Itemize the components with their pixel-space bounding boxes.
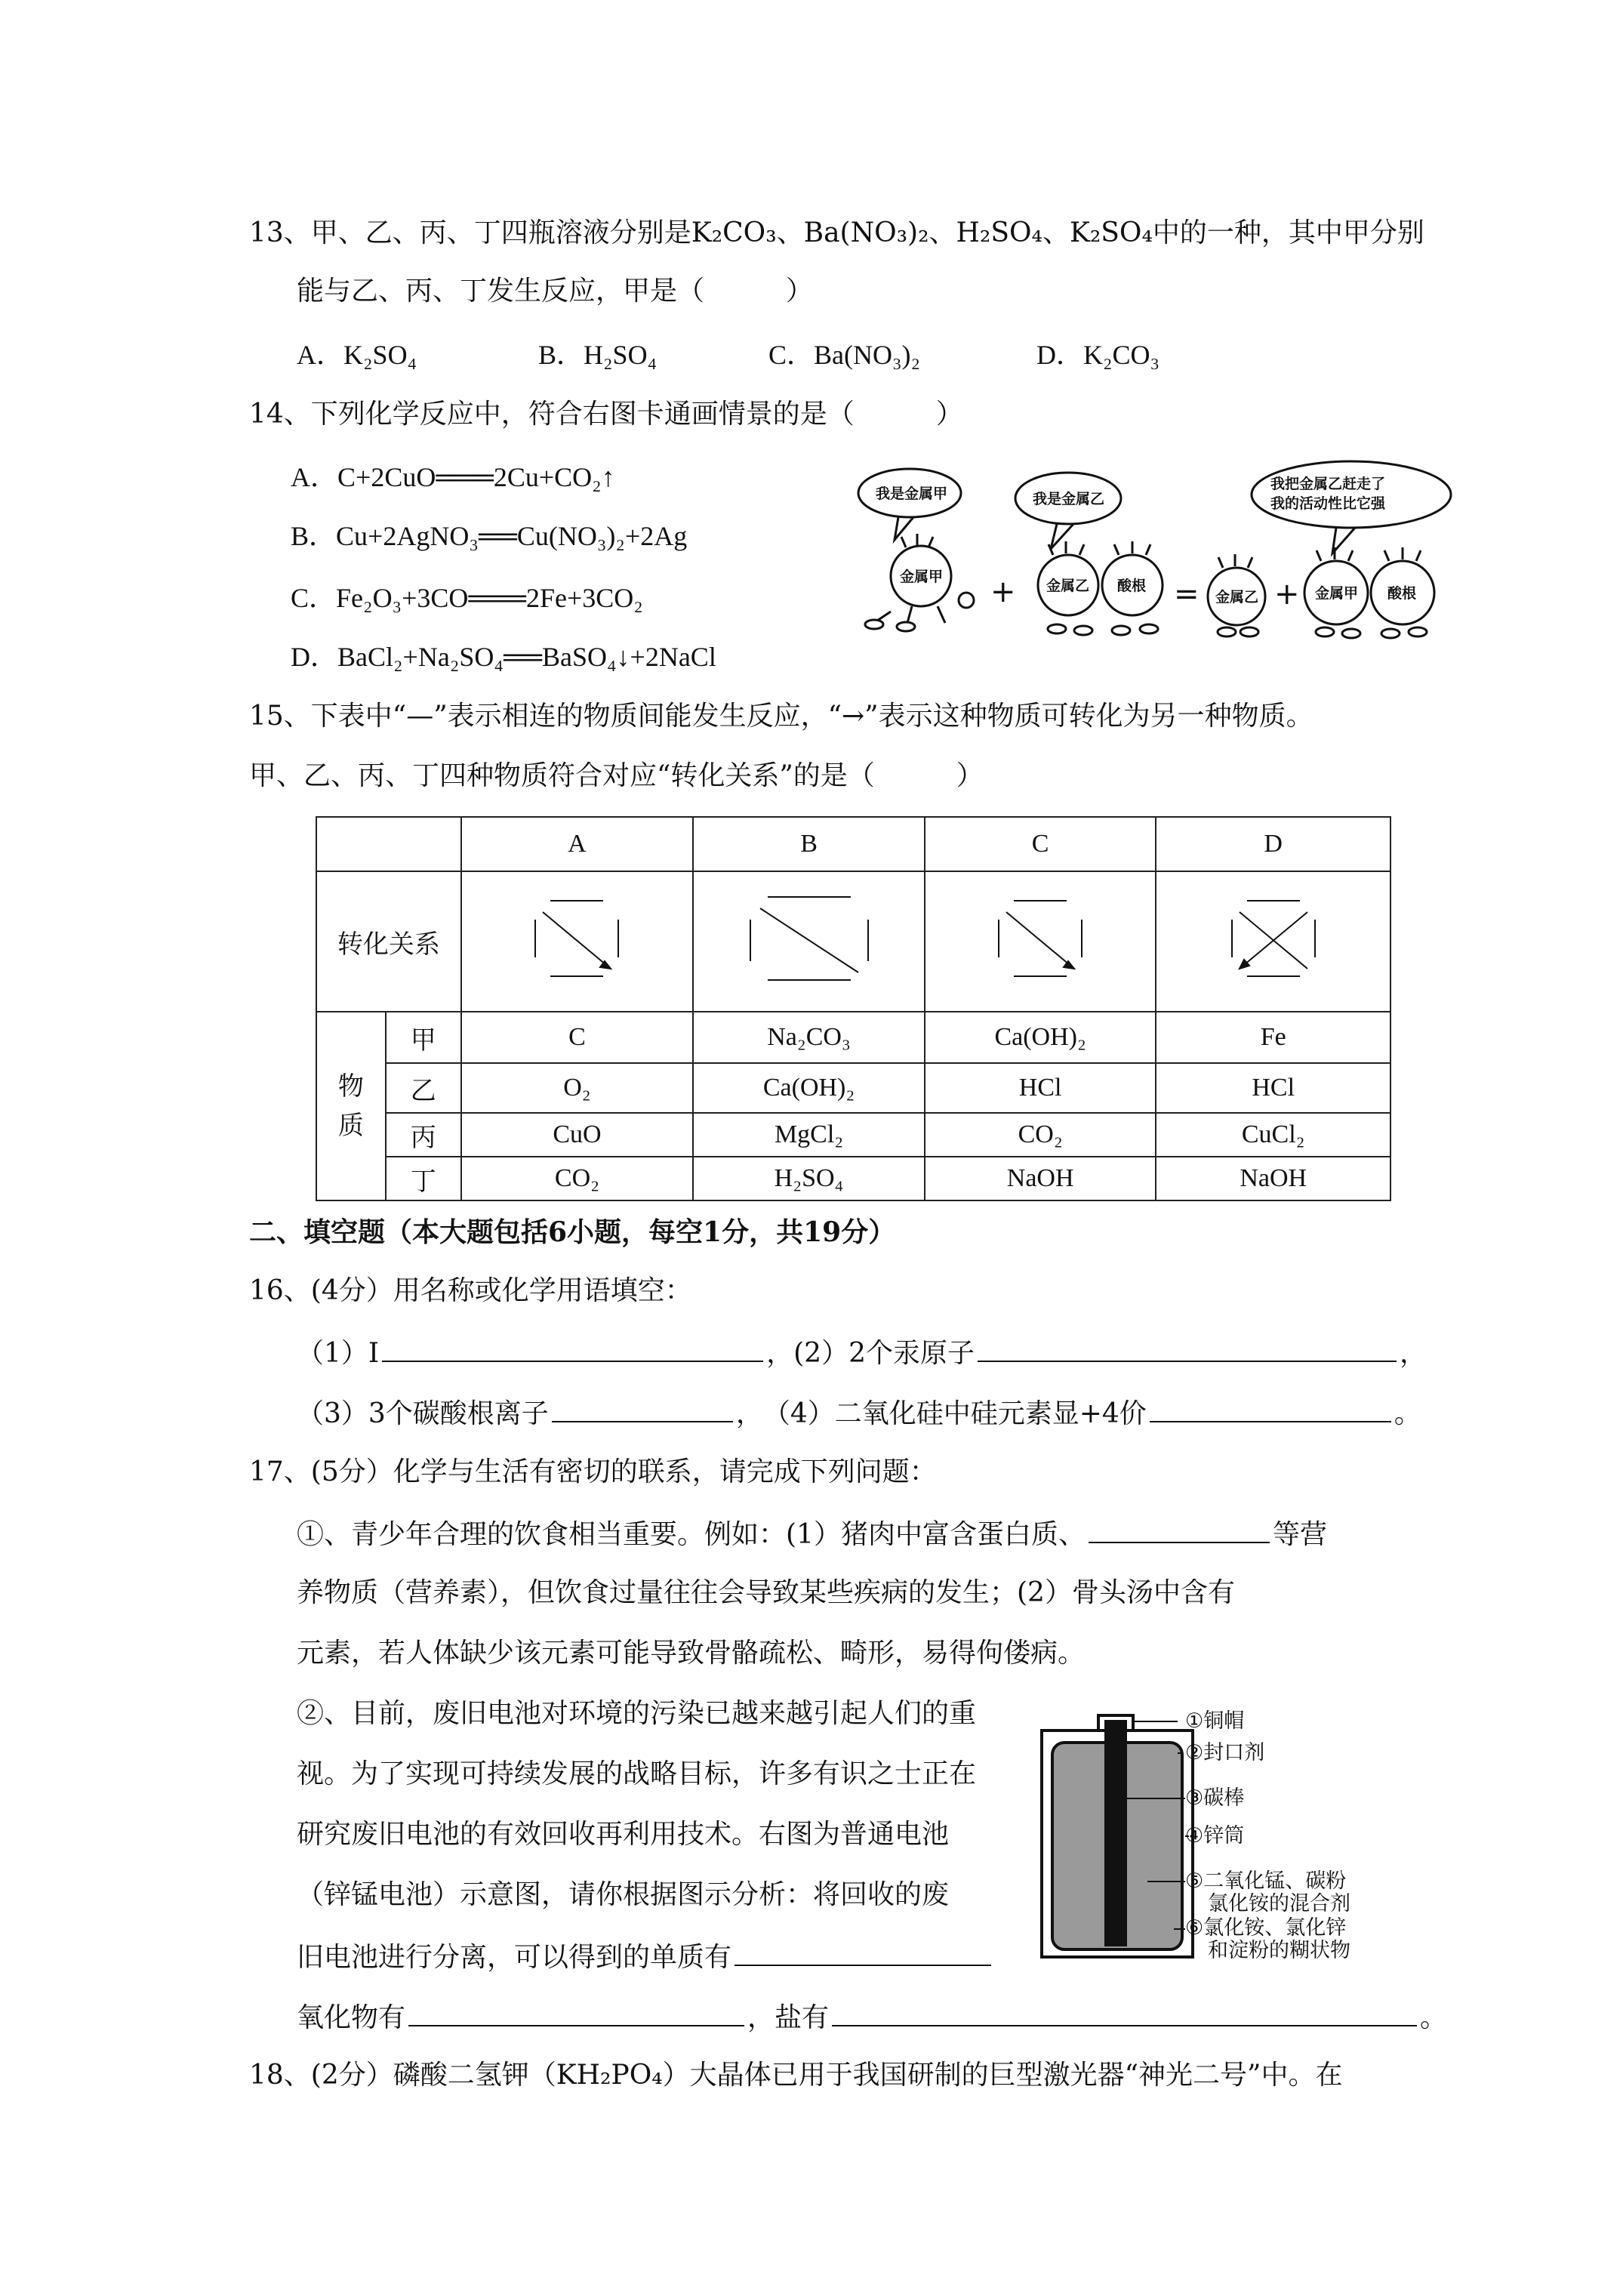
- q16-blank3[interactable]: [552, 1395, 733, 1422]
- q17-l8: 旧电池进行分离，可以得到的单质有: [297, 1942, 732, 1973]
- battery-label-5b: 氯化铵的混合剂: [1208, 1892, 1350, 1915]
- q17-line6: 研究废旧电池的有效回收再利用技术。右图为普通电池: [297, 1819, 950, 1850]
- table-header-empty: [316, 817, 461, 871]
- q14-option-a: A．C+2CuO═══2Cu+CO₂↑: [291, 462, 615, 492]
- cell-d-bing: CuCl₂: [1156, 1113, 1390, 1157]
- group-label-text: 物质: [337, 1071, 364, 1141]
- table-header-d: D: [1156, 817, 1390, 871]
- q17-l9c: 。: [1420, 2002, 1448, 2033]
- q17-blank3[interactable]: [408, 1999, 744, 2026]
- q13-option-b: B．H₂SO₄: [538, 340, 658, 370]
- q18-line1: 18、(2分）磷酸二氢钾（KH₂PO₄）大晶体已用于我国研制的巨型激光器“神光二号”中。在: [249, 2060, 1343, 2091]
- q17-line4: ②、目前，废旧电池对环境的污染已越来越引起人们的重: [297, 1698, 977, 1729]
- battery-label-5a: ⑤二氧化锰、碳粉: [1185, 1869, 1347, 1893]
- q14-option-c: C．Fe₂O₃+3CO═══2Fe+3CO₂: [291, 583, 643, 613]
- q14-stem: 14、下列化学反应中，符合右图卡通画情景的是（ ）: [249, 399, 963, 430]
- table-header-c: C: [925, 817, 1156, 871]
- cell-a-bing: CuO: [461, 1113, 694, 1157]
- q13-option-a: A．K₂SO₄: [297, 340, 417, 370]
- q16-p1b: ，(2）2个汞原子: [766, 1338, 975, 1369]
- q16-p2b: ， （4）二氧化硅中硅元素显+4价: [735, 1398, 1147, 1429]
- q14-option-b: B．Cu+2AgNO₃══Cu(NO₃)₂+2Ag: [291, 521, 688, 551]
- q16-blank4[interactable]: [1150, 1395, 1391, 1422]
- cartoon-body2a: 金属乙: [1046, 578, 1090, 594]
- cartoon-bubble2-text: 我是金属乙: [1033, 491, 1105, 507]
- q13-line2: 能与乙、丙、丁发生反应，甲是（ ）: [297, 276, 814, 307]
- q17-blank4[interactable]: [832, 1999, 1417, 2026]
- q14-option-d: D．BaCl₂+Na₂SO₄══BaSO₄↓+2NaCl: [291, 642, 716, 672]
- battery-label-2: ②封口剂: [1185, 1741, 1265, 1764]
- q16-blank2[interactable]: [978, 1335, 1397, 1362]
- cell-a-jia: C: [461, 1012, 694, 1063]
- q16-row1: [297, 1335, 1427, 1370]
- cartoon-body2b: 酸根: [1117, 578, 1147, 594]
- q17-l9a: 氧化物有: [297, 2002, 406, 2033]
- q16-p1c: ，: [1400, 1338, 1427, 1369]
- q17-line8: [297, 1939, 994, 1974]
- q17-l9b: ，盐有: [747, 2002, 830, 2033]
- cell-b-ding: H₂SO₄: [693, 1157, 925, 1200]
- relation-label: 转化关系: [316, 871, 461, 1012]
- battery-diagram: [1034, 1699, 1427, 1971]
- cell-c-yi: HCl: [925, 1063, 1156, 1113]
- q17-line2: 养物质（营养素），但饮食过量往往会导致某些疾病的发生；(2）骨头汤中含有: [297, 1577, 1235, 1608]
- q17-line1: [297, 1516, 1327, 1552]
- conversion-table: [316, 816, 1391, 1201]
- q17-line9: [297, 1999, 1447, 2035]
- q17-blank1[interactable]: [1089, 1516, 1270, 1543]
- battery-label-4: ④锌筒: [1185, 1824, 1245, 1848]
- cartoon-illustration: [853, 457, 1464, 642]
- cell-c-bing: CO₂: [925, 1113, 1156, 1157]
- q13-line1: 13、甲、乙、丙、丁四瓶溶液分别是K₂CO₃、Ba(NO₃)₂、H₂SO₄、K₂SO₄中的一种，其中甲分别: [249, 217, 1424, 248]
- q16-p2c: 。: [1394, 1398, 1421, 1429]
- row-label-jia: 甲: [386, 1012, 461, 1063]
- table-header-a: A: [461, 817, 694, 871]
- q17-stem: 17、(5分）化学与生活有密切的联系，请完成下列问题：: [249, 1456, 937, 1487]
- q13-option-c: C．Ba(NO₃)₂: [768, 340, 921, 370]
- row-label-ding: 丁: [386, 1157, 461, 1200]
- relation-diagram-b: [693, 871, 925, 1012]
- battery-label-1: ①铜帽: [1185, 1709, 1245, 1733]
- relation-diagram-c: [925, 871, 1156, 1012]
- row-label-yi: 乙: [386, 1063, 461, 1113]
- cartoon-body1: 金属甲: [900, 569, 944, 585]
- battery-label-6b: 和淀粉的糊状物: [1208, 1939, 1350, 1962]
- q13-option-d: D．K₂CO₃: [1036, 340, 1160, 370]
- table-header-b: B: [693, 817, 925, 871]
- cell-c-jia: Ca(OH)₂: [925, 1012, 1156, 1063]
- group-label: [316, 1012, 386, 1200]
- q15-line1: 15、下表中“—”表示相连的物质间能发生反应，“→”表示这种物质可转化为另一种物质。: [249, 701, 1313, 732]
- cell-a-ding: CO₂: [461, 1157, 694, 1200]
- cell-a-yi: O₂: [461, 1063, 694, 1113]
- q17-l1b: 等营: [1272, 1519, 1327, 1550]
- cell-b-yi: Ca(OH)₂: [693, 1063, 925, 1113]
- row-label-bing: 丙: [386, 1113, 461, 1157]
- cartoon-plus1: +: [990, 575, 1016, 609]
- q16-row2: [297, 1395, 1421, 1431]
- battery-label-6a: ⑥氯化铵、氯化锌: [1185, 1916, 1347, 1940]
- cartoon-bubble3-line1: 我把金属乙赶走了: [1270, 476, 1386, 492]
- cell-d-ding: NaOH: [1156, 1157, 1390, 1200]
- cell-b-jia: Na₂CO₃: [693, 1012, 925, 1063]
- q17-blank2[interactable]: [735, 1939, 991, 1966]
- section-heading: 二、填空题（本大题包括6小题，每空1分，共19分）: [249, 1216, 896, 1248]
- cell-b-bing: MgCl₂: [693, 1113, 925, 1157]
- q15-line2: 甲、乙、丙、丁四种物质符合对应“转化关系”的是（ ）: [249, 760, 984, 791]
- q16-p1a: （1）I: [297, 1338, 380, 1369]
- cartoon-plus2: +: [1274, 577, 1300, 612]
- q16-p2a: （3）3个碳酸根离子: [297, 1398, 549, 1429]
- cell-d-yi: HCl: [1156, 1063, 1390, 1113]
- cell-d-jia: Fe: [1156, 1012, 1390, 1063]
- cartoon-body3: 金属乙: [1215, 589, 1259, 606]
- relation-diagram-d: [1156, 871, 1390, 1012]
- cartoon-bubble3-line2: 我的活动性比它强: [1270, 495, 1386, 512]
- q17-line7: （锌锰电池）示意图，请你根据图示分析：将回收的废: [297, 1879, 950, 1910]
- q17-line5: 视。为了实现可持续发展的战略目标，许多有识之士正在: [297, 1758, 977, 1789]
- cartoon-body4a: 金属甲: [1315, 585, 1359, 602]
- cartoon-bubble1-text: 我是金属甲: [876, 485, 948, 502]
- cartoon-equals: =: [1174, 577, 1200, 612]
- battery-label-3: ③碳棒: [1185, 1786, 1245, 1810]
- q17-l1a: ①、青少年合理的饮食相当重要。例如：(1）猪肉中富含蛋白质、: [297, 1519, 1086, 1550]
- cell-c-ding: NaOH: [925, 1157, 1156, 1200]
- q17-line3: 元素，若人体缺少该元素可能导致骨骼疏松、畸形，易得佝偻病。: [297, 1638, 1086, 1669]
- q16-stem: 16、(4分）用名称或化学用语填空：: [249, 1275, 692, 1306]
- cartoon-body4b: 酸根: [1387, 585, 1417, 602]
- q16-blank1[interactable]: [382, 1335, 763, 1362]
- relation-diagram-a: [461, 871, 694, 1012]
